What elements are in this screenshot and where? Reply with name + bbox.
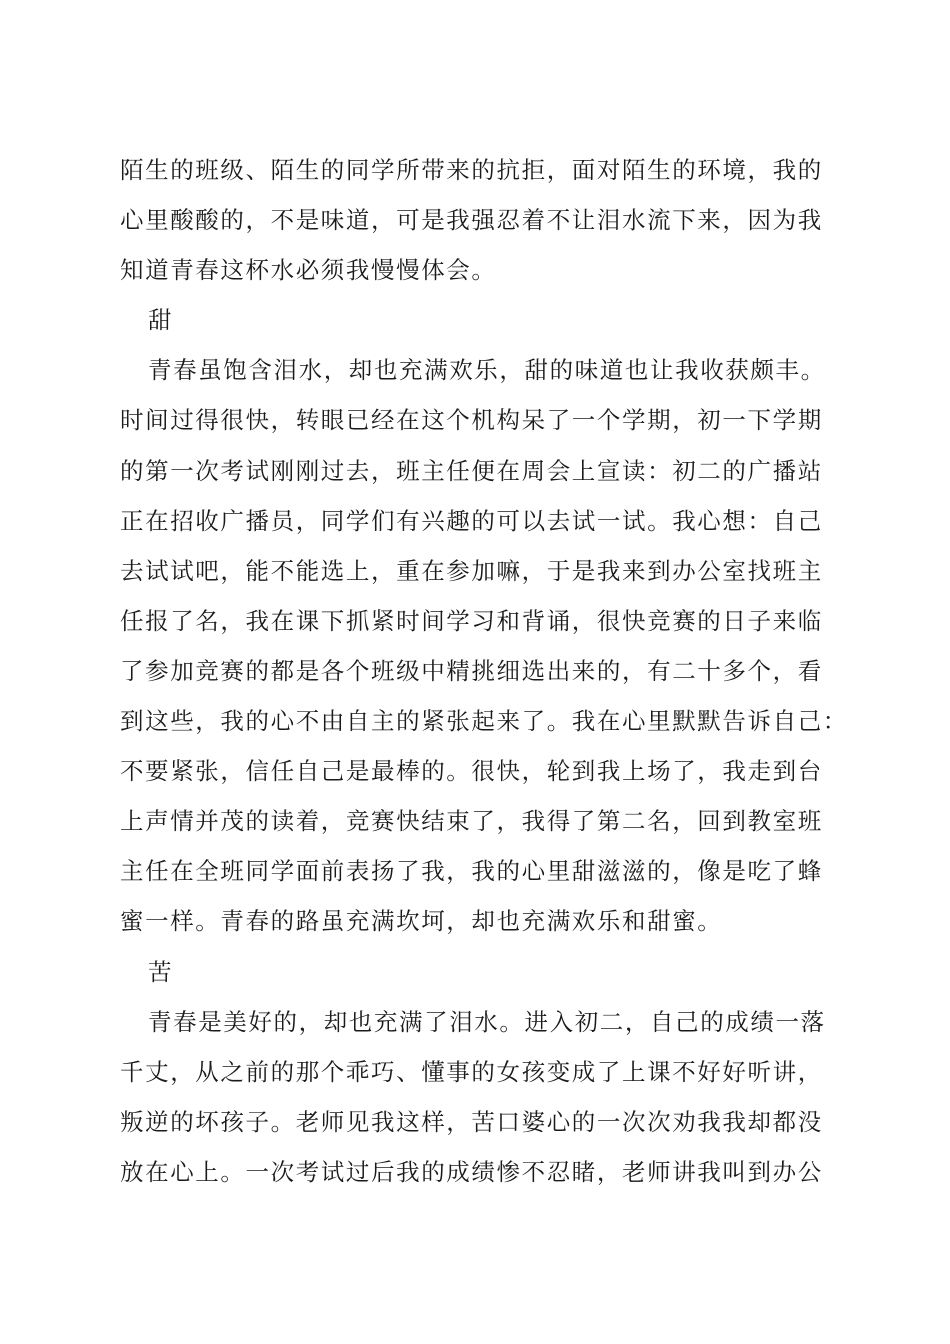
text-line: 知道青春这杯水必须我慢慢体会。 bbox=[120, 256, 497, 285]
text-line: 蜜一样。青春的路虽充满坎坷，却也充满欢乐和甜蜜。 bbox=[120, 907, 723, 936]
text-line: 上声情并茂的读着，竞赛快结束了，我得了第二名，回到教室班 bbox=[120, 807, 823, 836]
text-line: 青春是美好的，却也充满了泪水。进入初二，自己的成绩一落 bbox=[148, 1007, 826, 1036]
text-line: 千丈，从之前的那个乖巧、懂事的女孩变成了上课不好好听讲， bbox=[120, 1057, 823, 1086]
text-line: 不要紧张，信任自己是最棒的。很快，轮到我上场了，我走到台 bbox=[120, 757, 823, 786]
section-heading-bitter: 苦 bbox=[148, 957, 174, 986]
text-line: 时间过得很快，转眼已经在这个机构呆了一个学期，初一下学期 bbox=[120, 406, 823, 435]
text-line: 陌生的班级、陌生的同学所带来的抗拒，面对陌生的环境，我的 bbox=[120, 156, 823, 184]
text-line: 正在招收广播员，同学们有兴趣的可以去试一试。我心想：自己 bbox=[120, 506, 823, 535]
text-line: 去试试吧，能不能选上，重在参加嘛，于是我来到办公室找班主 bbox=[120, 556, 823, 585]
text-line: 了参加竞赛的都是各个班级中精挑细选出来的，有二十多个，看 bbox=[120, 656, 823, 685]
text-line: 到这些，我的心不由自主的紧张起来了。我在心里默默告诉自己： bbox=[120, 707, 848, 736]
text-line: 青春虽饱含泪水，却也充满欢乐，甜的味道也让我收获颇丰。 bbox=[148, 356, 826, 385]
document-body bbox=[120, 145, 848, 1197]
section-heading-sweet: 甜 bbox=[148, 306, 174, 335]
text-line: 放在心上。一次考试过后我的成绩惨不忍睹，老师讲我叫到办公 bbox=[120, 1157, 823, 1186]
text-line: 叛逆的坏孩子。老师见我这样，苦口婆心的一次次劝我我却都没 bbox=[120, 1107, 823, 1136]
text-line: 的第一次考试刚刚过去，班主任便在周会上宣读：初二的广播站 bbox=[120, 456, 823, 485]
text-line: 任报了名，我在课下抓紧时间学习和背诵，很快竞赛的日子来临 bbox=[120, 606, 823, 635]
text-line: 主任在全班同学面前表扬了我，我的心里甜滋滋的，像是吃了蜂 bbox=[120, 857, 823, 886]
text-line: 心里酸酸的，不是味道，可是我强忍着不让泪水流下来，因为我 bbox=[120, 206, 823, 235]
